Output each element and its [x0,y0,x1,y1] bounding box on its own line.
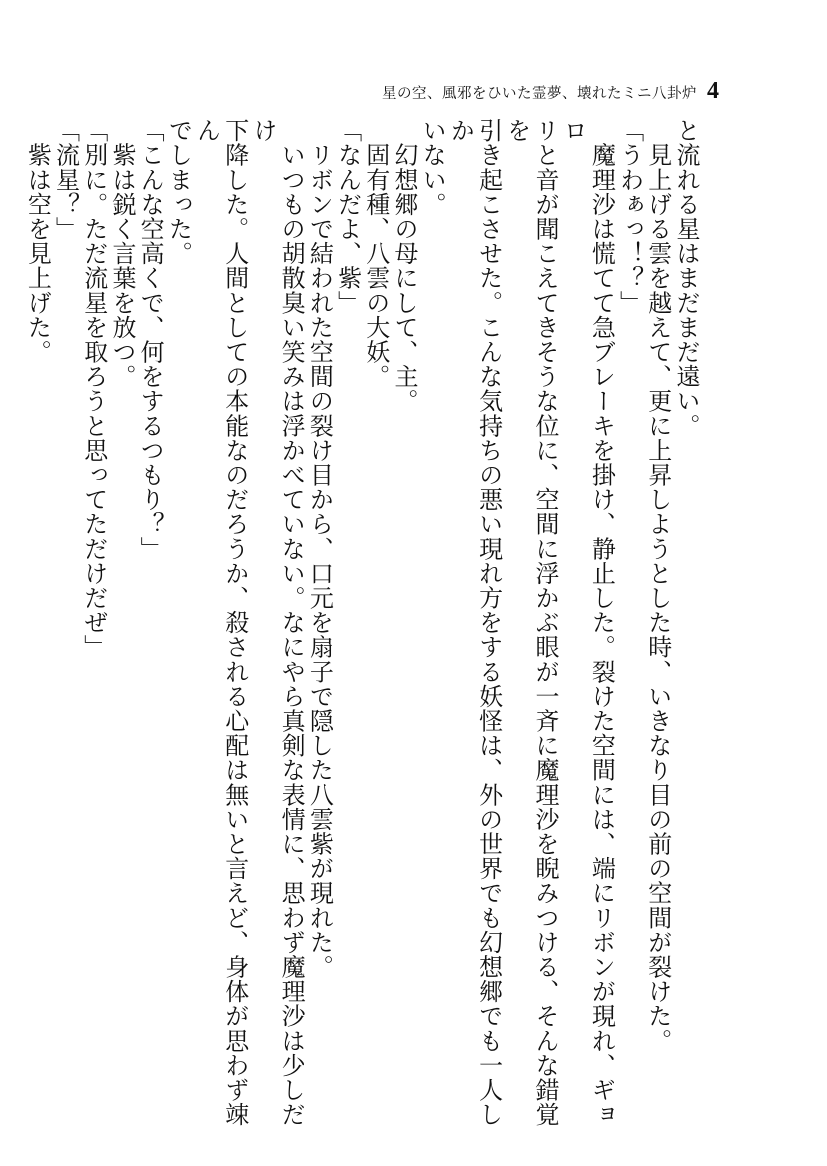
text-line: 「別に。ただ流星を取ろうと思ってただけだぜ」 [79,118,108,660]
text-line: でしまった。 [164,118,193,266]
text-line: 紫は鋭く言葉を放つ。 [107,118,136,389]
running-header-title: 星の空、風邪をひいた霊夢、壊れたミニ八卦炉 [382,86,697,102]
body-text [23,118,700,1138]
text-line: 幻想郷の母にして、主。 [389,118,418,414]
text-line: 「流星？」 [51,118,80,241]
text-line: 紫は空を見上げた。 [23,118,52,364]
text-line: 魔理沙は慌てて急ブレーキを掛け、静止した。裂けた空間には、端にリボンが現れ、ギョロ [559,118,616,1127]
text-line: リボンで結われた空間の裂け目から、口元を扇子で隠した八雲紫が現れた。 [305,118,334,979]
text-line: いない。 [418,118,447,217]
page-number: 4 [707,78,719,104]
text-line: リと音が聞こえてきそうな位に、空間に浮かぶ眼が一斉に魔理沙を睨みつける、そんな錯覚を [502,118,559,1127]
text-line: 固有種、八雲の大妖。 [361,118,390,389]
text-line: 「こんな空高くで、何をするつもり？」 [136,118,165,561]
text-line: いつもの胡散臭い笑みは浮かべていない。なにやら真剣な表情に、思わず魔理沙は少しだけ [248,118,306,1127]
text-line: と流れる星はまだまだ遠い。 [672,118,700,438]
text-line: 引き起こさせた。こんな気持ちの悪い現れ方をする妖怪は、外の世界でも幻想郷でも一人しか [446,118,503,1127]
text-line: 下降した。人間としての本能なのだろうか、殺される心配は無いと言えど、身体が思わず竦ん [192,118,249,1127]
text-line: 「うわぁっ！？」 [615,118,644,315]
running-header [382,78,719,108]
text-line: 見上げる雲を越えて、更に上昇しようとした時、いきなり目の前の空間が裂けた。 [643,118,672,1053]
text-line: 「なんだよ、紫」 [333,118,362,315]
